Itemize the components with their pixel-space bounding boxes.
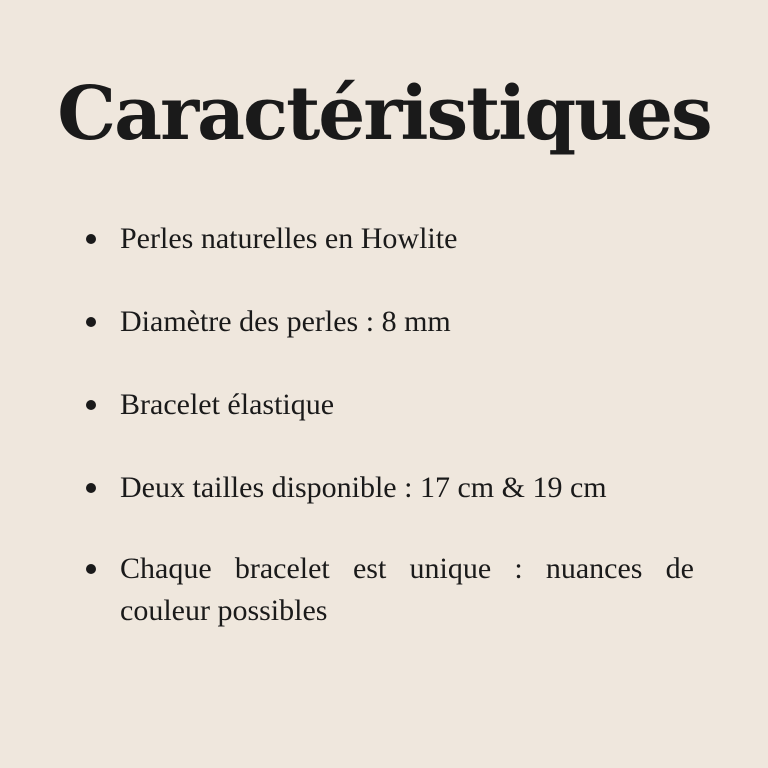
feature-text: Diamètre des perles : 8 mm — [120, 305, 451, 338]
feature-text: Bracelet élastique — [120, 388, 335, 421]
feature-text: Chaque bracelet est unique : nuances de couleur possibles — [120, 552, 694, 627]
bullet-dot-icon — [86, 564, 96, 574]
bullet-dot-icon — [86, 483, 96, 493]
bullet-dot-icon — [86, 400, 96, 410]
bullet-dot-icon — [86, 317, 96, 327]
feature-text: Perles naturelles en Howlite — [120, 222, 458, 255]
feature-text: Deux tailles disponible : 17 cm & 19 cm — [120, 471, 607, 504]
bullet-dot-icon — [86, 234, 96, 244]
page-title: Caractéristiques — [57, 71, 711, 157]
